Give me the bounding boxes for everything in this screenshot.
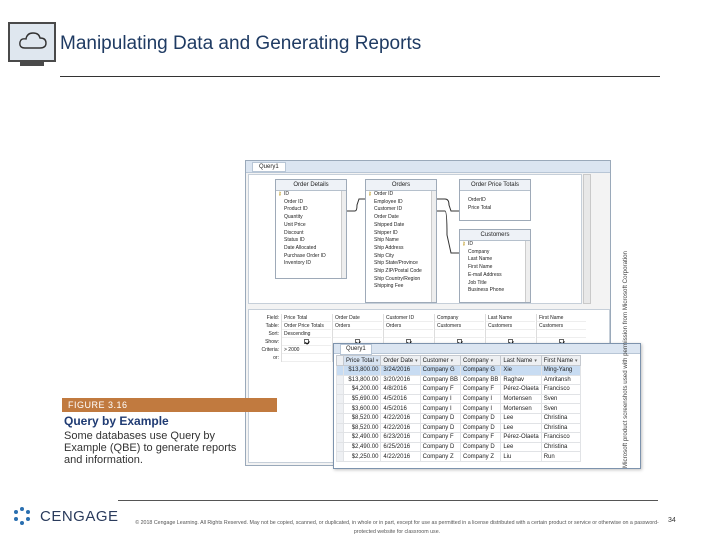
show-checkbox[interactable]	[304, 339, 309, 344]
chevron-down-icon[interactable]: ▾	[450, 357, 454, 364]
results-cell[interactable]: Francisco	[541, 385, 580, 395]
results-cell[interactable]: Lee	[501, 413, 541, 423]
results-cell[interactable]: Company F	[460, 433, 500, 443]
monitor-stand	[20, 62, 44, 66]
figure-label: FIGURE 3.16	[68, 400, 128, 410]
table-field[interactable]: Shipped Date	[374, 221, 405, 228]
grid-label-table: Table:	[265, 323, 279, 329]
grid-cell-sort[interactable]	[333, 330, 382, 338]
results-cell[interactable]: Company F	[420, 433, 460, 443]
row-selector[interactable]	[337, 394, 344, 404]
results-cell[interactable]: $4,200.00	[344, 385, 381, 395]
row-selector[interactable]	[337, 375, 344, 385]
chevron-down-icon[interactable]: ▾	[575, 357, 578, 364]
results-cell[interactable]: Company I	[460, 394, 500, 404]
results-row[interactable]	[337, 394, 581, 404]
copyright-notice: © 2018 Cengage Learning. All Rights Reserved. May not be copied, scanned, or duplicated, in whole or in part, except for use as permitted in a license distributed with a certain product or service or otherwise on a password-protected website for classroom use.	[135, 520, 659, 535]
column-header-label: Customer	[422, 357, 449, 364]
results-cell[interactable]: Company BB	[420, 375, 460, 385]
table-field[interactable]: Shipping Fee	[374, 283, 404, 290]
results-cell[interactable]: Company G	[420, 366, 460, 376]
table-field[interactable]: Last Name	[468, 256, 493, 263]
grid-label-criteria: Criteria:	[261, 347, 279, 353]
results-cell[interactable]: Company I	[420, 394, 460, 404]
table-header: Order Price Totals	[460, 180, 530, 191]
results-cell[interactable]: Raghav	[501, 375, 541, 385]
grid-cell-show[interactable]	[282, 338, 331, 346]
results-row[interactable]	[337, 375, 581, 385]
row-selector[interactable]	[337, 404, 344, 414]
grid-cell-table[interactable]: Customers	[537, 322, 586, 330]
column-header-label: Last Name	[503, 357, 533, 364]
screenshot-credit	[614, 200, 630, 470]
results-cell[interactable]: $2,490.00	[344, 442, 381, 452]
results-cell[interactable]: 3/24/2016	[381, 366, 420, 376]
grid-cell-table[interactable]: Customers	[435, 322, 484, 330]
row-selector[interactable]	[337, 413, 344, 423]
table-field[interactable]: Customer ID	[374, 206, 403, 213]
results-cell[interactable]: Xie	[501, 366, 541, 376]
table-field[interactable]: Ship Name	[374, 237, 399, 244]
results-cell[interactable]: $2,490.00	[344, 433, 381, 443]
results-row[interactable]	[337, 366, 581, 376]
results-cell[interactable]: Christina	[541, 413, 580, 423]
results-cell[interactable]: Pérez-Olaeta	[501, 433, 541, 443]
query-designer-pane	[248, 174, 582, 304]
grid-cell-field[interactable]: Company	[435, 314, 484, 322]
results-cell[interactable]: Mortensen	[501, 404, 541, 414]
results-cell[interactable]: 6/23/2016	[381, 433, 420, 443]
chevron-down-icon[interactable]: ▾	[534, 357, 537, 364]
table-header: Customers	[460, 230, 530, 241]
results-row[interactable]	[337, 413, 581, 423]
table-header: Orders	[366, 180, 436, 191]
query-tab-bar	[246, 161, 611, 173]
row-selector[interactable]	[337, 452, 344, 462]
results-cell[interactable]: Pérez-Olaeta	[501, 385, 541, 395]
column-header-label: Order Date	[383, 357, 414, 364]
grid-cell-table[interactable]: Order Price Totals	[282, 322, 331, 330]
table-field[interactable]: ⚷ Order ID	[366, 191, 436, 199]
column-header-first-name[interactable]	[541, 356, 580, 366]
results-tab[interactable]: Query1	[340, 344, 372, 355]
grid-label-field: Field:	[266, 315, 279, 321]
results-cell[interactable]: Christina	[541, 442, 580, 452]
table-field[interactable]: Ship Address	[374, 244, 404, 251]
results-cell[interactable]: $8,520.00	[344, 423, 381, 433]
results-cell[interactable]: Sven	[541, 404, 580, 414]
results-cell[interactable]: Company D	[420, 423, 460, 433]
results-cell[interactable]: 6/25/2016	[381, 442, 420, 452]
results-cell[interactable]: Company I	[420, 404, 460, 414]
column-header-price-total[interactable]	[344, 356, 381, 366]
row-selector-header[interactable]	[337, 356, 344, 366]
results-row[interactable]	[337, 442, 581, 452]
join-lines	[249, 175, 583, 305]
table-field[interactable]: Ship State/Province	[374, 260, 418, 267]
results-cell[interactable]: Company D	[460, 423, 500, 433]
grid-cell-field[interactable]: First Name	[537, 314, 586, 322]
results-tab-bar	[334, 344, 640, 354]
results-cell[interactable]: 3/20/2016	[381, 375, 420, 385]
grid-cell-field[interactable]: Order Date	[333, 314, 382, 322]
grid-label-sort: Sort:	[268, 331, 279, 337]
results-cell[interactable]: $2,250.00	[344, 452, 381, 462]
results-cell[interactable]: Christina	[541, 423, 580, 433]
query-results-datasheet	[333, 343, 641, 469]
table-field[interactable]: Date Allocated	[284, 244, 317, 251]
results-cell[interactable]: $3,600.00	[344, 404, 381, 414]
results-cell[interactable]: Company F	[460, 385, 500, 395]
results-header-row	[337, 356, 581, 366]
grid-cell-criteria[interactable]: > 2000	[282, 346, 331, 354]
sort-descending-icon[interactable]: ▾	[375, 357, 379, 364]
cengage-logo-icon	[12, 506, 38, 528]
grid-cell-table[interactable]: Orders	[333, 322, 382, 330]
table-field[interactable]: ⚷ ID	[460, 241, 530, 249]
cengage-wordmark: CENGAGE	[40, 508, 119, 525]
row-selector[interactable]	[337, 433, 344, 443]
column-header-label: Price Total	[346, 357, 374, 364]
results-cell[interactable]: Company BB	[460, 375, 500, 385]
table-field[interactable]: Product ID	[284, 206, 308, 213]
results-row[interactable]	[337, 452, 581, 462]
grid-cell-field[interactable]: Price Total	[282, 314, 331, 322]
table-field[interactable]: Unit Price	[284, 221, 306, 228]
results-cell[interactable]: Company Z	[420, 452, 460, 462]
grid-cell-table[interactable]: Orders	[384, 322, 433, 330]
grid-cell-or[interactable]	[282, 354, 331, 362]
results-cell[interactable]: Lee	[501, 423, 541, 433]
table-field[interactable]: Ship ZIP/Postal Code	[374, 268, 422, 275]
results-cell[interactable]: Sven	[541, 394, 580, 404]
column-header-customer[interactable]	[420, 356, 460, 366]
table-field[interactable]: Ship Country/Region	[374, 275, 421, 282]
grid-column[interactable]	[281, 314, 331, 362]
table-field[interactable]: Ship City	[374, 252, 395, 259]
table-field[interactable]: Shipper ID	[374, 229, 398, 236]
designer-scrollbar[interactable]	[583, 174, 591, 304]
results-table	[336, 355, 581, 462]
title-divider	[60, 76, 660, 77]
results-cell[interactable]: Company F	[420, 385, 460, 395]
results-cell[interactable]: 4/5/2016	[381, 394, 420, 404]
row-selector[interactable]	[337, 442, 344, 452]
results-cell[interactable]: Francisco	[541, 433, 580, 443]
chevron-down-icon[interactable]: ▾	[490, 357, 494, 364]
results-row[interactable]	[337, 404, 581, 414]
results-cell[interactable]: Liu	[501, 452, 541, 462]
grid-cell-table[interactable]: Customers	[486, 322, 535, 330]
results-cell[interactable]: 4/22/2016	[381, 423, 420, 433]
table-field[interactable]: Purchase Order ID	[284, 252, 326, 259]
results-cell[interactable]: Company I	[460, 404, 500, 414]
table-field[interactable]: Discount	[284, 229, 304, 236]
results-cell[interactable]: 4/22/2016	[381, 452, 420, 462]
cloud-computer-icon	[8, 22, 56, 62]
results-row[interactable]	[337, 423, 581, 433]
grid-cell-sort[interactable]	[435, 330, 484, 338]
results-cell[interactable]: 4/8/2016	[381, 385, 420, 395]
results-cell[interactable]: $13,800.00	[344, 375, 381, 385]
grid-cell-sort[interactable]	[537, 330, 586, 338]
results-cell[interactable]: $13,800.00	[344, 366, 381, 376]
table-field[interactable]: First Name	[468, 264, 493, 271]
row-selector[interactable]	[337, 385, 344, 395]
results-row[interactable]	[337, 433, 581, 443]
table-field[interactable]: E-mail Address	[468, 271, 502, 278]
column-header-last-name[interactable]	[501, 356, 541, 366]
column-header-company[interactable]	[460, 356, 500, 366]
table-field[interactable]: Status ID	[284, 237, 305, 244]
results-cell[interactable]: Company D	[420, 442, 460, 452]
grid-label-show: Show:	[265, 339, 279, 345]
slide-title: Manipulating Data and Generating Reports	[60, 33, 422, 54]
table-field[interactable]: Inventory ID	[284, 260, 311, 267]
grid-label-or: or:	[273, 355, 279, 361]
page-number: 34	[668, 517, 676, 524]
credit-text: Microsoft product screenshots used with permission from Microsoft Corporation	[622, 251, 629, 468]
results-cell[interactable]: 4/5/2016	[381, 404, 420, 414]
footer-divider	[118, 500, 658, 501]
table-field[interactable]: OrderID	[468, 197, 486, 203]
results-cell[interactable]: Lee	[501, 442, 541, 452]
column-header-label: Company	[462, 357, 489, 364]
results-cell[interactable]: $8,520.00	[344, 413, 381, 423]
row-selector[interactable]	[337, 423, 344, 433]
figure-title: Query by Example	[64, 414, 169, 428]
column-header-label: First Name	[543, 357, 574, 364]
query-tab[interactable]: Query1	[252, 162, 286, 172]
results-cell[interactable]: $5,690.00	[344, 394, 381, 404]
table-field[interactable]: Job Title	[468, 279, 487, 286]
table-field[interactable]: Price Total	[468, 204, 492, 211]
grid-cell-sort[interactable]	[486, 330, 535, 338]
table-field[interactable]: Quantity	[284, 214, 303, 221]
results-cell[interactable]: Company D	[460, 413, 500, 423]
table-field[interactable]: Order ID	[284, 198, 304, 205]
table-field[interactable]: ⚷ ID	[276, 191, 346, 199]
table-field[interactable]: Order Date	[374, 214, 399, 221]
chevron-down-icon[interactable]: ▾	[415, 357, 418, 364]
results-row[interactable]	[337, 385, 581, 395]
results-cell[interactable]: Company D	[460, 442, 500, 452]
results-cell[interactable]: Company G	[460, 366, 500, 376]
grid-cell-field[interactable]: Customer ID	[384, 314, 433, 322]
grid-row-labels	[251, 314, 281, 362]
column-header-order-date[interactable]	[381, 356, 420, 366]
table-field[interactable]: Business Phone	[468, 287, 505, 294]
results-cell[interactable]: Company D	[420, 413, 460, 423]
row-selector[interactable]	[337, 366, 344, 376]
results-cell[interactable]: Mortensen	[501, 394, 541, 404]
grid-cell-sort[interactable]: Descending	[282, 330, 331, 338]
grid-cell-field[interactable]: Last Name	[486, 314, 535, 322]
grid-cell-sort[interactable]	[384, 330, 433, 338]
results-cell[interactable]: Run	[541, 452, 580, 462]
results-cell[interactable]: Company Z	[460, 452, 500, 462]
table-header: Order Details	[276, 180, 346, 191]
table-field[interactable]: Employee ID	[374, 198, 403, 205]
results-cell[interactable]: 4/22/2016	[381, 413, 420, 423]
figure-description: Some databases use Query by Example (QBE) to generate reports and information.	[64, 430, 237, 466]
results-cell[interactable]: Ming-Yang	[541, 366, 580, 376]
table-field[interactable]: Company	[468, 248, 490, 255]
results-cell[interactable]: Amritansh	[541, 375, 580, 385]
